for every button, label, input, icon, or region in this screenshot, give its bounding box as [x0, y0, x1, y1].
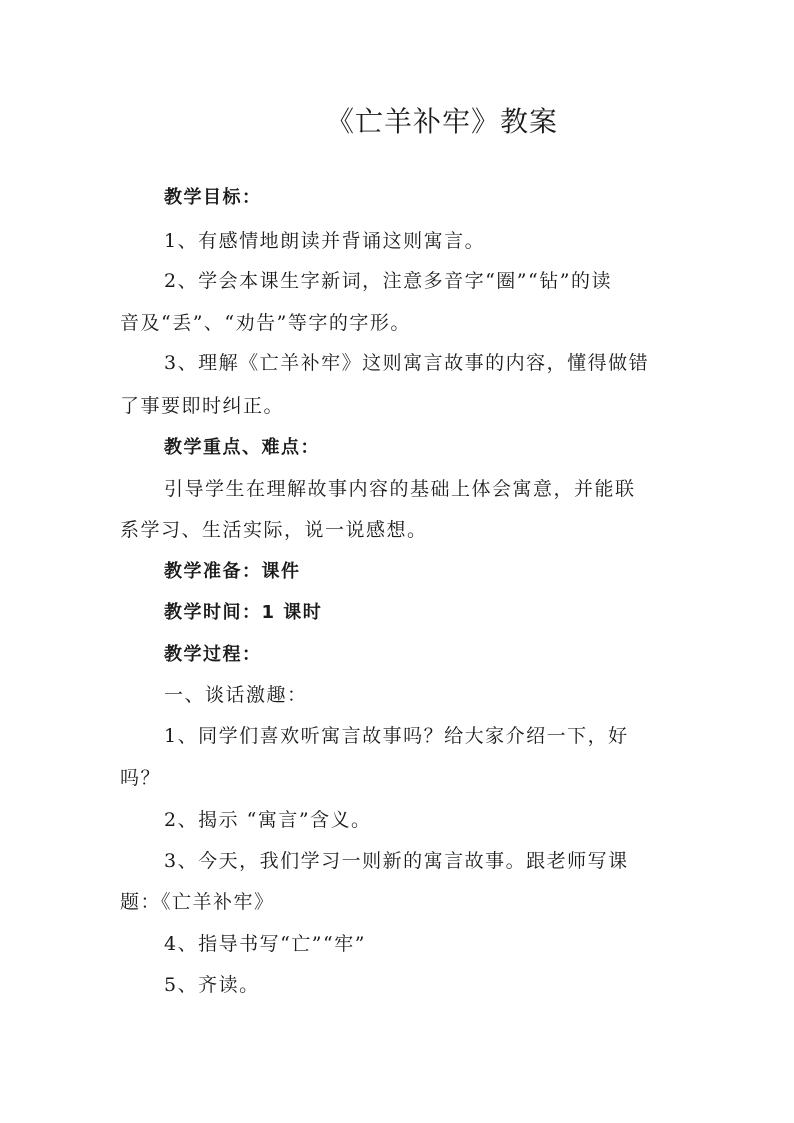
- objective-2-line-2: 音及“丢”、“劝告”等字的字形。: [120, 312, 411, 334]
- step-4: 4、指导书写“亡”“牢”: [164, 933, 366, 955]
- document-title: 《亡羊补牢》教案: [325, 105, 558, 138]
- objectives-heading: 教学目标：: [164, 187, 262, 208]
- duration-line: 教学时间：1 课时: [164, 602, 323, 623]
- step-3-line-2: 题：《亡羊补牢》: [120, 891, 275, 913]
- part-one-heading: 一、谈话激趣：: [164, 684, 308, 706]
- objective-1: 1、有感情地朗读并背诵这则寓言。: [164, 230, 486, 252]
- objective-3-line-2: 了事要即时纠正。: [120, 395, 285, 417]
- step-5: 5、齐读。: [164, 974, 260, 996]
- key-points-heading: 教学重点、难点：: [164, 437, 320, 458]
- step-3-line-1: 3、今天，我们学习一则新的寓言故事。跟老师写课: [164, 850, 629, 872]
- key-points-line-2: 系学习、生活实际，说一说感想。: [120, 519, 428, 541]
- process-heading: 教学过程：: [164, 644, 262, 665]
- step-2: 2、揭示 “寓言”含义。: [164, 809, 372, 831]
- step-1-line-2: 吗？: [120, 767, 162, 789]
- objective-2-line-1: 2、学会本课生字新词，注意多音字“圈”“钻”的读: [164, 270, 612, 292]
- objective-3-line-1: 3、理解《亡羊补牢》这则寓言故事的内容，懂得做错: [164, 352, 650, 374]
- preparation-line: 教学准备：课件: [164, 561, 301, 582]
- step-1-line-1: 1、同学们喜欢听寓言故事吗？给大家介绍一下，好: [164, 725, 629, 747]
- key-points-line-1: 引导学生在理解故事内容的基础上体会寓意，并能联: [164, 478, 636, 500]
